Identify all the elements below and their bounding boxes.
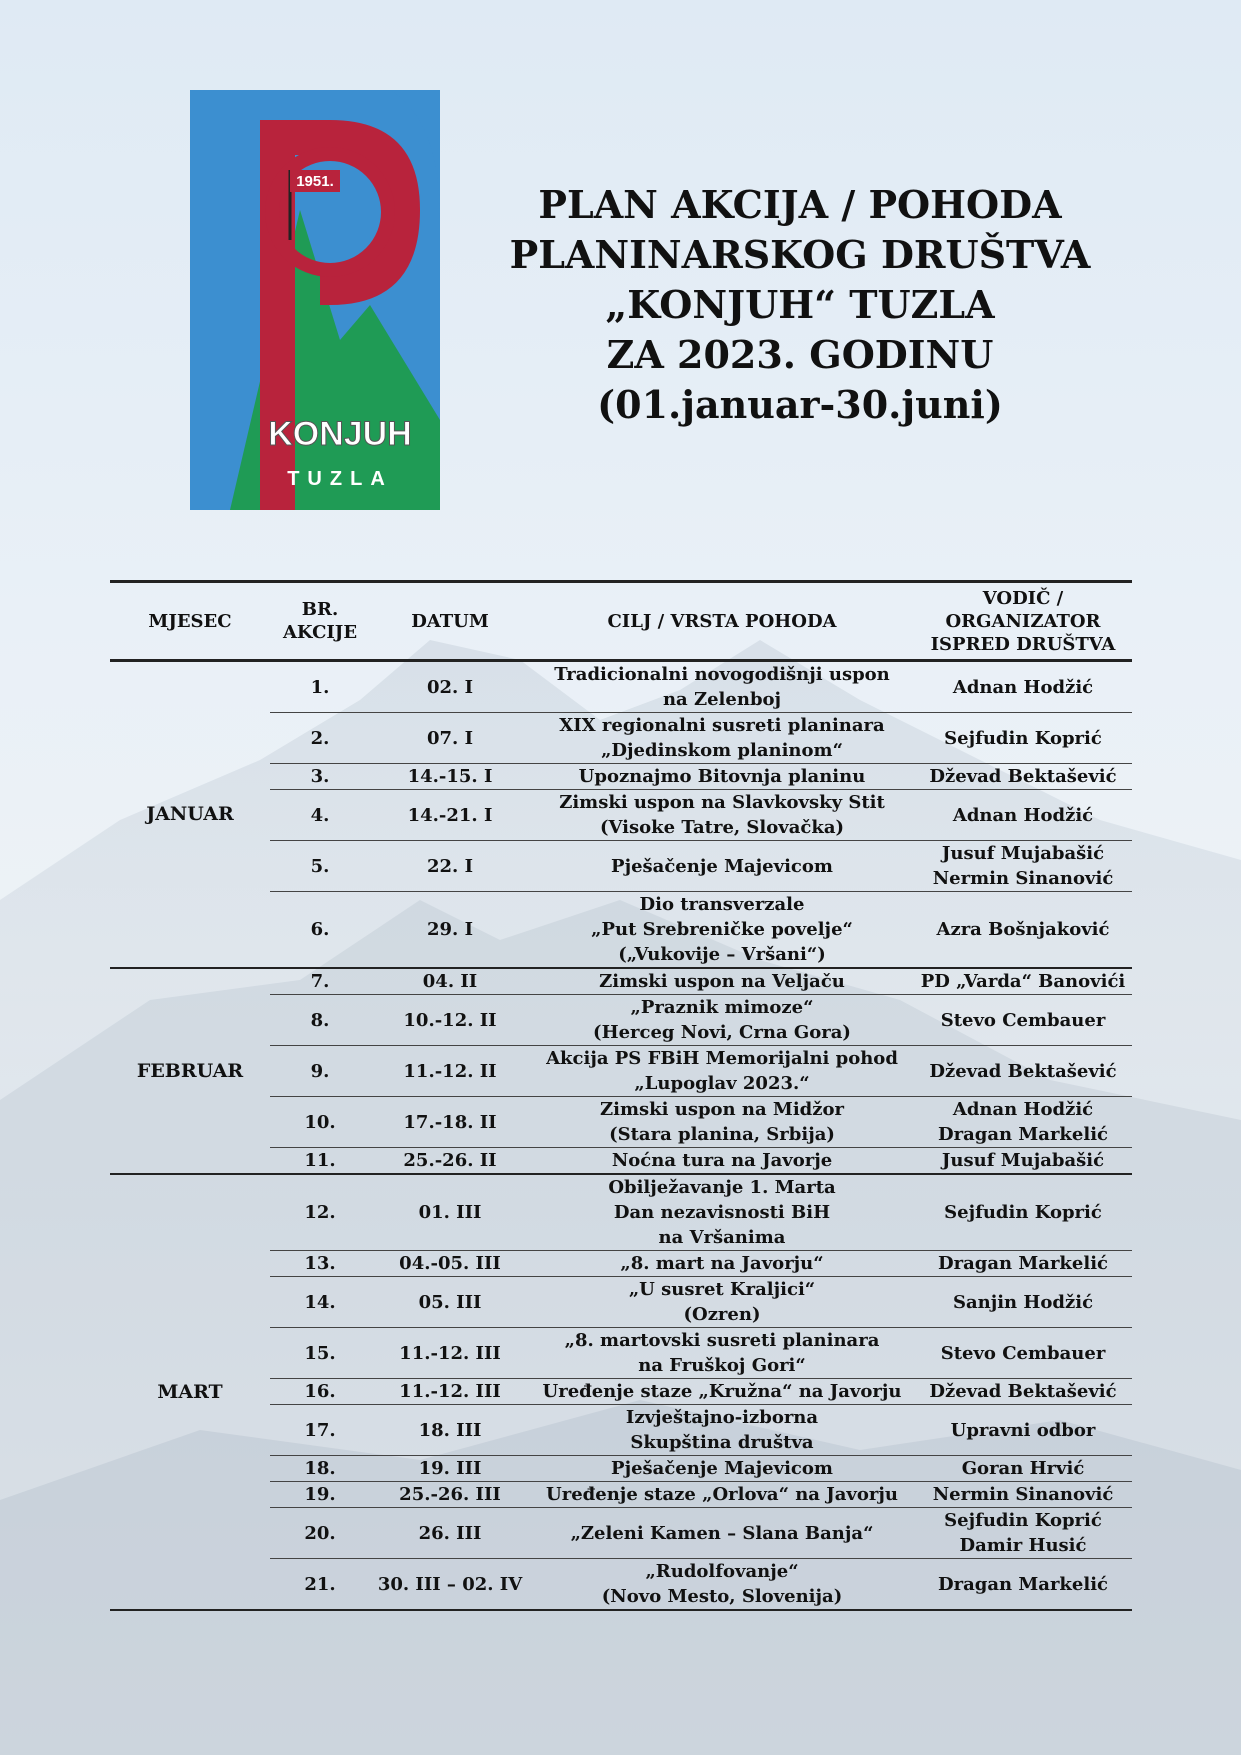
- goal-line: Pješačenje Majevicom: [611, 855, 833, 877]
- action-number-cell: 16.: [270, 1379, 370, 1405]
- goal-line: „Rudolfovanje“: [645, 1561, 799, 1582]
- guide-cell: [914, 1379, 1132, 1405]
- date-cell: 04. II: [370, 968, 530, 995]
- goal-cell: [530, 892, 914, 969]
- header-mjesec: MJESEC: [110, 582, 270, 661]
- goal-line: (Herceg Novi, Crna Gora): [593, 1022, 851, 1043]
- guide-line: Adnan Hodžić: [952, 1099, 1094, 1120]
- goal-cell: [530, 1328, 914, 1379]
- header-vodic-line1: VODIČ /: [982, 587, 1064, 609]
- goal-cell: [530, 1148, 914, 1175]
- action-number-cell: 6.: [270, 892, 370, 969]
- date-cell: 29. I: [370, 892, 530, 969]
- goal-line: (Stara planina, Srbija): [609, 1124, 835, 1145]
- goal-line: (Novo Mesto, Slovenija): [601, 1586, 843, 1607]
- date-cell: 17.-18. II: [370, 1097, 530, 1148]
- guide-cell: [914, 1328, 1132, 1379]
- date-cell: 07. I: [370, 713, 530, 764]
- guide-cell: [914, 764, 1132, 790]
- plan-table: [110, 580, 1132, 1611]
- date-cell: 14.-21. I: [370, 790, 530, 841]
- month-cell: MART: [110, 1174, 270, 1610]
- guide-cell: [914, 713, 1132, 764]
- logo-name: KONJUH: [268, 415, 412, 453]
- guide-cell: [914, 995, 1132, 1046]
- goal-line: „Zeleni Kamen – Slana Banja“: [570, 1522, 874, 1544]
- goal-line: „Put Srebreničke povelje“: [591, 919, 853, 940]
- goal-line: „U susret Kraljici“: [628, 1279, 816, 1300]
- guide-cell: [914, 1148, 1132, 1175]
- title-line-2: PLANINARSKOG DRUŠTVA: [509, 232, 1091, 277]
- guide-line: Sejfudin Koprić: [944, 727, 1102, 749]
- goal-line: Uređenje staze „Kružna“ na Javorju: [542, 1381, 902, 1402]
- goal-cell: [530, 661, 914, 713]
- action-number-cell: 1.: [270, 661, 370, 713]
- goal-cell: [530, 1559, 914, 1611]
- guide-line: Sejfudin Koprić: [944, 1510, 1102, 1531]
- table-row: [110, 661, 1132, 713]
- guide-cell: [914, 1405, 1132, 1456]
- guide-line: Jusuf Mujabašić: [941, 843, 1105, 864]
- goal-line: Zimski uspon na Veljaču: [599, 971, 845, 992]
- goal-line: XIX regionalni susreti planinara: [559, 715, 885, 736]
- guide-line: Nermin Sinanović: [932, 868, 1114, 889]
- goal-line: „8. martovski susreti planinara: [564, 1330, 880, 1351]
- guide-cell: [914, 1097, 1132, 1148]
- action-number-cell: 14.: [270, 1277, 370, 1328]
- guide-cell: [914, 841, 1132, 892]
- table-row: [110, 1174, 1132, 1251]
- guide-line: Adnan Hodžić: [952, 676, 1094, 698]
- goal-line: Pješačenje Majevicom: [611, 1458, 833, 1479]
- action-number-cell: 10.: [270, 1097, 370, 1148]
- month-block-februar: [110, 968, 1132, 1174]
- goal-line: (Ozren): [683, 1304, 761, 1325]
- guide-cell: [914, 968, 1132, 995]
- date-cell: 19. III: [370, 1456, 530, 1482]
- goal-line: na Fruškoj Gori“: [638, 1355, 806, 1376]
- guide-line: Dževad Bektašević: [929, 1381, 1117, 1402]
- goal-line: Izvještajno-izborna: [625, 1407, 819, 1428]
- guide-line: Dragan Markelić: [938, 1124, 1108, 1145]
- logo-year: 1951.: [296, 173, 334, 190]
- action-number-cell: 20.: [270, 1508, 370, 1559]
- guide-line: Stevo Cembauer: [940, 1342, 1106, 1364]
- goal-line: Tradicionalni novogodišnji uspon: [554, 664, 890, 685]
- guide-line: Dževad Bektašević: [929, 1060, 1117, 1082]
- date-cell: 25.-26. III: [370, 1482, 530, 1508]
- date-cell: 26. III: [370, 1508, 530, 1559]
- goal-cell: [530, 1251, 914, 1277]
- action-number-cell: 9.: [270, 1046, 370, 1097]
- goal-cell: [530, 1379, 914, 1405]
- title-line-3: „KONJUH“ TUZLA: [605, 282, 995, 327]
- date-cell: 11.-12. III: [370, 1328, 530, 1379]
- month-cell: FEBRUAR: [110, 968, 270, 1174]
- header-vodic-line2: ORGANIZATOR: [945, 610, 1101, 632]
- date-cell: 05. III: [370, 1277, 530, 1328]
- title-line-1: PLAN AKCIJA / POHODA: [538, 182, 1062, 227]
- action-number-cell: 5.: [270, 841, 370, 892]
- header-datum: DATUM: [370, 582, 530, 661]
- goal-cell: [530, 1456, 914, 1482]
- date-cell: 25.-26. II: [370, 1148, 530, 1175]
- guide-line: Jusuf Mujabašić: [941, 1150, 1105, 1171]
- guide-line: Upravni odbor: [950, 1419, 1096, 1441]
- guide-line: Stevo Cembauer: [940, 1009, 1106, 1031]
- date-cell: 11.-12. III: [370, 1379, 530, 1405]
- goal-line: Obilježavanje 1. Marta: [608, 1177, 836, 1198]
- goal-cell: [530, 1405, 914, 1456]
- goal-cell: [530, 995, 914, 1046]
- guide-line: Dževad Bektašević: [929, 766, 1117, 787]
- action-number-cell: 3.: [270, 764, 370, 790]
- header-br-akcije: [270, 582, 370, 661]
- goal-cell: [530, 1277, 914, 1328]
- guide-cell: [914, 1251, 1132, 1277]
- goal-line: „Praznik mimoze“: [630, 997, 814, 1018]
- date-cell: 01. III: [370, 1174, 530, 1251]
- date-cell: 11.-12. II: [370, 1046, 530, 1097]
- header-cilj: CILJ / VRSTA POHODA: [530, 582, 914, 661]
- guide-cell: [914, 1482, 1132, 1508]
- action-number-cell: 8.: [270, 995, 370, 1046]
- guide-line: Azra Bošnjaković: [936, 919, 1110, 940]
- goal-line: Akcija PS FBiH Memorijalni pohod: [546, 1048, 898, 1069]
- table-row: [110, 968, 1132, 995]
- action-number-cell: 12.: [270, 1174, 370, 1251]
- document-title: [480, 180, 1120, 430]
- goal-line: „Lupoglav 2023.“: [634, 1073, 810, 1094]
- date-cell: 14.-15. I: [370, 764, 530, 790]
- goal-cell: [530, 841, 914, 892]
- table-header-row: [110, 582, 1132, 661]
- month-cell: JANUAR: [110, 661, 270, 969]
- guide-line: Goran Hrvić: [961, 1458, 1085, 1479]
- action-number-cell: 11.: [270, 1148, 370, 1175]
- action-number-cell: 21.: [270, 1559, 370, 1611]
- action-number-cell: 2.: [270, 713, 370, 764]
- goal-cell: [530, 1174, 914, 1251]
- guide-line: PD „Varda“ Banovići: [920, 971, 1126, 992]
- guide-cell: [914, 1174, 1132, 1251]
- goal-line: Dan nezavisnosti BiH: [613, 1202, 831, 1223]
- goal-line: „8. mart na Javorju“: [620, 1253, 824, 1274]
- goal-line: Dio transverzale: [639, 894, 805, 915]
- goal-line: na Zelenboj: [662, 689, 782, 710]
- goal-cell: [530, 790, 914, 841]
- date-cell: 04.-05. III: [370, 1251, 530, 1277]
- guide-cell: [914, 1046, 1132, 1097]
- goal-line: („Vukovije – Vršani“): [618, 944, 826, 965]
- guide-line: Sejfudin Koprić: [944, 1202, 1102, 1223]
- date-cell: 18. III: [370, 1405, 530, 1456]
- goal-line: „Djedinskom planinom“: [601, 740, 843, 761]
- guide-cell: [914, 892, 1132, 969]
- goal-line: na Vršanima: [658, 1227, 786, 1248]
- club-logo: [190, 90, 440, 510]
- title-line-5: (01.januar-30.juni): [597, 382, 1003, 427]
- header-vodic: [914, 582, 1132, 661]
- goal-cell: [530, 764, 914, 790]
- goal-cell: [530, 1097, 914, 1148]
- goal-cell: [530, 713, 914, 764]
- logo-city: TUZLA: [287, 468, 393, 490]
- title-line-4: ZA 2023. GODINU: [606, 332, 994, 377]
- guide-line: Dragan Markelić: [938, 1253, 1108, 1274]
- header-br-line2: AKCIJE: [282, 622, 358, 643]
- goal-line: Zimski uspon na Midžor: [600, 1099, 844, 1120]
- guide-cell: [914, 1277, 1132, 1328]
- goal-line: Uređenje staze „Orlova“ na Javorju: [546, 1484, 898, 1505]
- action-number-cell: 15.: [270, 1328, 370, 1379]
- guide-line: Dragan Markelić: [938, 1573, 1108, 1595]
- action-number-cell: 17.: [270, 1405, 370, 1456]
- date-cell: 30. III – 02. IV: [370, 1559, 530, 1611]
- month-block-mart: [110, 1174, 1132, 1610]
- guide-line: Adnan Hodžić: [952, 804, 1094, 826]
- date-cell: 22. I: [370, 841, 530, 892]
- guide-cell: [914, 790, 1132, 841]
- header-vodic-line3: ISPRED DRUŠTVA: [930, 633, 1116, 655]
- goal-line: Upoznajmo Bitovnja planinu: [578, 766, 866, 787]
- goal-cell: [530, 1508, 914, 1559]
- goal-line: Noćna tura na Javorje: [611, 1150, 833, 1171]
- goal-cell: [530, 968, 914, 995]
- action-number-cell: 13.: [270, 1251, 370, 1277]
- date-cell: 02. I: [370, 661, 530, 713]
- goal-line: (Visoke Tatre, Slovačka): [599, 817, 845, 838]
- goal-line: Skupština društva: [630, 1432, 814, 1453]
- guide-cell: [914, 661, 1132, 713]
- guide-line: Damir Husić: [959, 1535, 1087, 1556]
- goal-cell: [530, 1046, 914, 1097]
- action-number-cell: 7.: [270, 968, 370, 995]
- goal-cell: [530, 1482, 914, 1508]
- header-br-line1: BR.: [301, 599, 339, 620]
- goal-line: Zimski uspon na Slavkovsky Stit: [559, 792, 885, 813]
- action-number-cell: 18.: [270, 1456, 370, 1482]
- guide-line: Sanjin Hodžić: [952, 1291, 1094, 1313]
- guide-line: Nermin Sinanović: [932, 1484, 1114, 1505]
- action-number-cell: 19.: [270, 1482, 370, 1508]
- month-block-januar: [110, 661, 1132, 969]
- guide-cell: [914, 1456, 1132, 1482]
- date-cell: 10.-12. II: [370, 995, 530, 1046]
- guide-cell: [914, 1559, 1132, 1611]
- action-number-cell: 4.: [270, 790, 370, 841]
- guide-cell: [914, 1508, 1132, 1559]
